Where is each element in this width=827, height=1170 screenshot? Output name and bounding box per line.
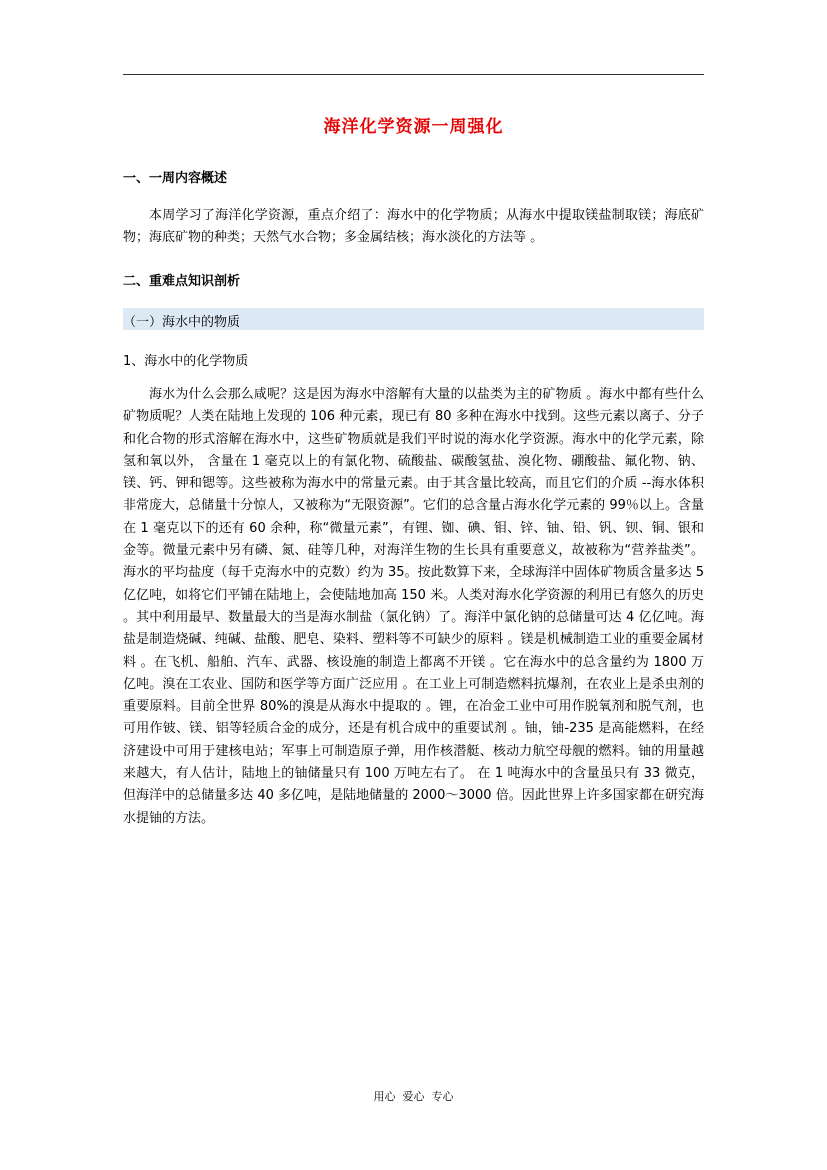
sub-heading: 1、海水中的化学物质 <box>123 354 249 369</box>
section-heading-overview: 一、一周内容概述 <box>123 171 228 186</box>
subsection-band-label: （一）海水中的物质 <box>123 315 241 330</box>
page-footer: 用心 爱心 专心 <box>373 1090 454 1103</box>
section-heading-analysis: 二、重难点知识剖析 <box>123 274 241 289</box>
body-paragraph: 海水为什么会那么咸呢？这是因为海水中溶解有大量的以盐类为主的矿物质 。海水中都有些什么矿物质呢？人类在陆地上发现的 106 种元素，现已有 80 多种在海水中找到。这些元素以离子、分子和化合物的形式溶解在海水中，这些矿物质就是我们平时说的海水化学资源。海水中的化学元素，除氢和氧以外， 含量在 1 毫克以上的有氯化物、硫酸盐、碳酸氢盐、溴化物、硼酸盐、氟化物、钠、镁、钙、钾和锶等。这些被称为海水中的常量元素。由于其含量比较高，而且它们的介质 --海水体积非常庞大，总储量十分惊人，又被称为“无限资源”。它们的总含量占海水化学元素的 99％以上。含量在 1 毫克以下的还有 60 余种，称“微量元素”，有锂、铷、碘、钼、锌、铀、铅、钒、钡、铜、银和金等。微量元素中另有磷、氮、硅等几种，对海洋生物的生长具有重要意义，故被称为“营养盐类”。海水的平均盐度（每千克海水中的克数）约为 35。按此数算下来，全球海洋中固体矿物质含量多达 5 亿亿吨，如将它们平铺在陆地上，会使陆地加高 150 米。人类对海水化学资源的利用已有悠久的历史 。其中利用最早、数量最大的当是海水制盐（氯化钠）了。海洋中氯化钠的总储量可达 4 亿亿吨。海盐是制造烧碱、纯碱、盐酸、肥皂、染料、塑料等不可缺少的原料 。镁是机械制造工业的重要金属材料 。在飞机、船舶、汽车、武器、核设施的制造上都离不开镁 。它在海水中的总含量约为 1800 万亿吨。溴在工农业、国防和医学等方面广泛应用 。在工业上可制造燃料抗爆剂，在农业上是杀虫剂的重要原料。目前全世界 80%的溴是从海水中提取的 。锂，在冶金工业中可用作脱氧剂和脱气剂，也可用作铍、镁、铝等轻质合金的成分，还是有机合成中的重要试剂 。铀，铀-235 是高能燃料，在经济建设中可用于建核电站；军事上可制造原子弹，用作核潜艇、核动力航空母舰的燃料。铀的用量越来越大，有人估计，陆地上的铀储量只有 100 万吨左右了。 在 1 吨海水中的含量虽只有 33 微克，但海洋中的总储量多达 40 多亿吨，是陆地储量的 2000～3000 倍。因此世界上许多国家都在研究海水提铀的方法。 <box>123 387 704 826</box>
subsection-band <box>123 308 704 330</box>
overview-paragraph: 本周学习了海洋化学资源，重点介绍了：海水中的化学物质；从海水中提取镁盐制取镁；海底矿物；海底矿物的种类；天然气水合物；多金属结核；海水淡化的方法等 。 <box>123 208 704 246</box>
header-rule <box>123 74 704 75</box>
document-title: 海洋化学资源一周强化 <box>323 117 504 137</box>
